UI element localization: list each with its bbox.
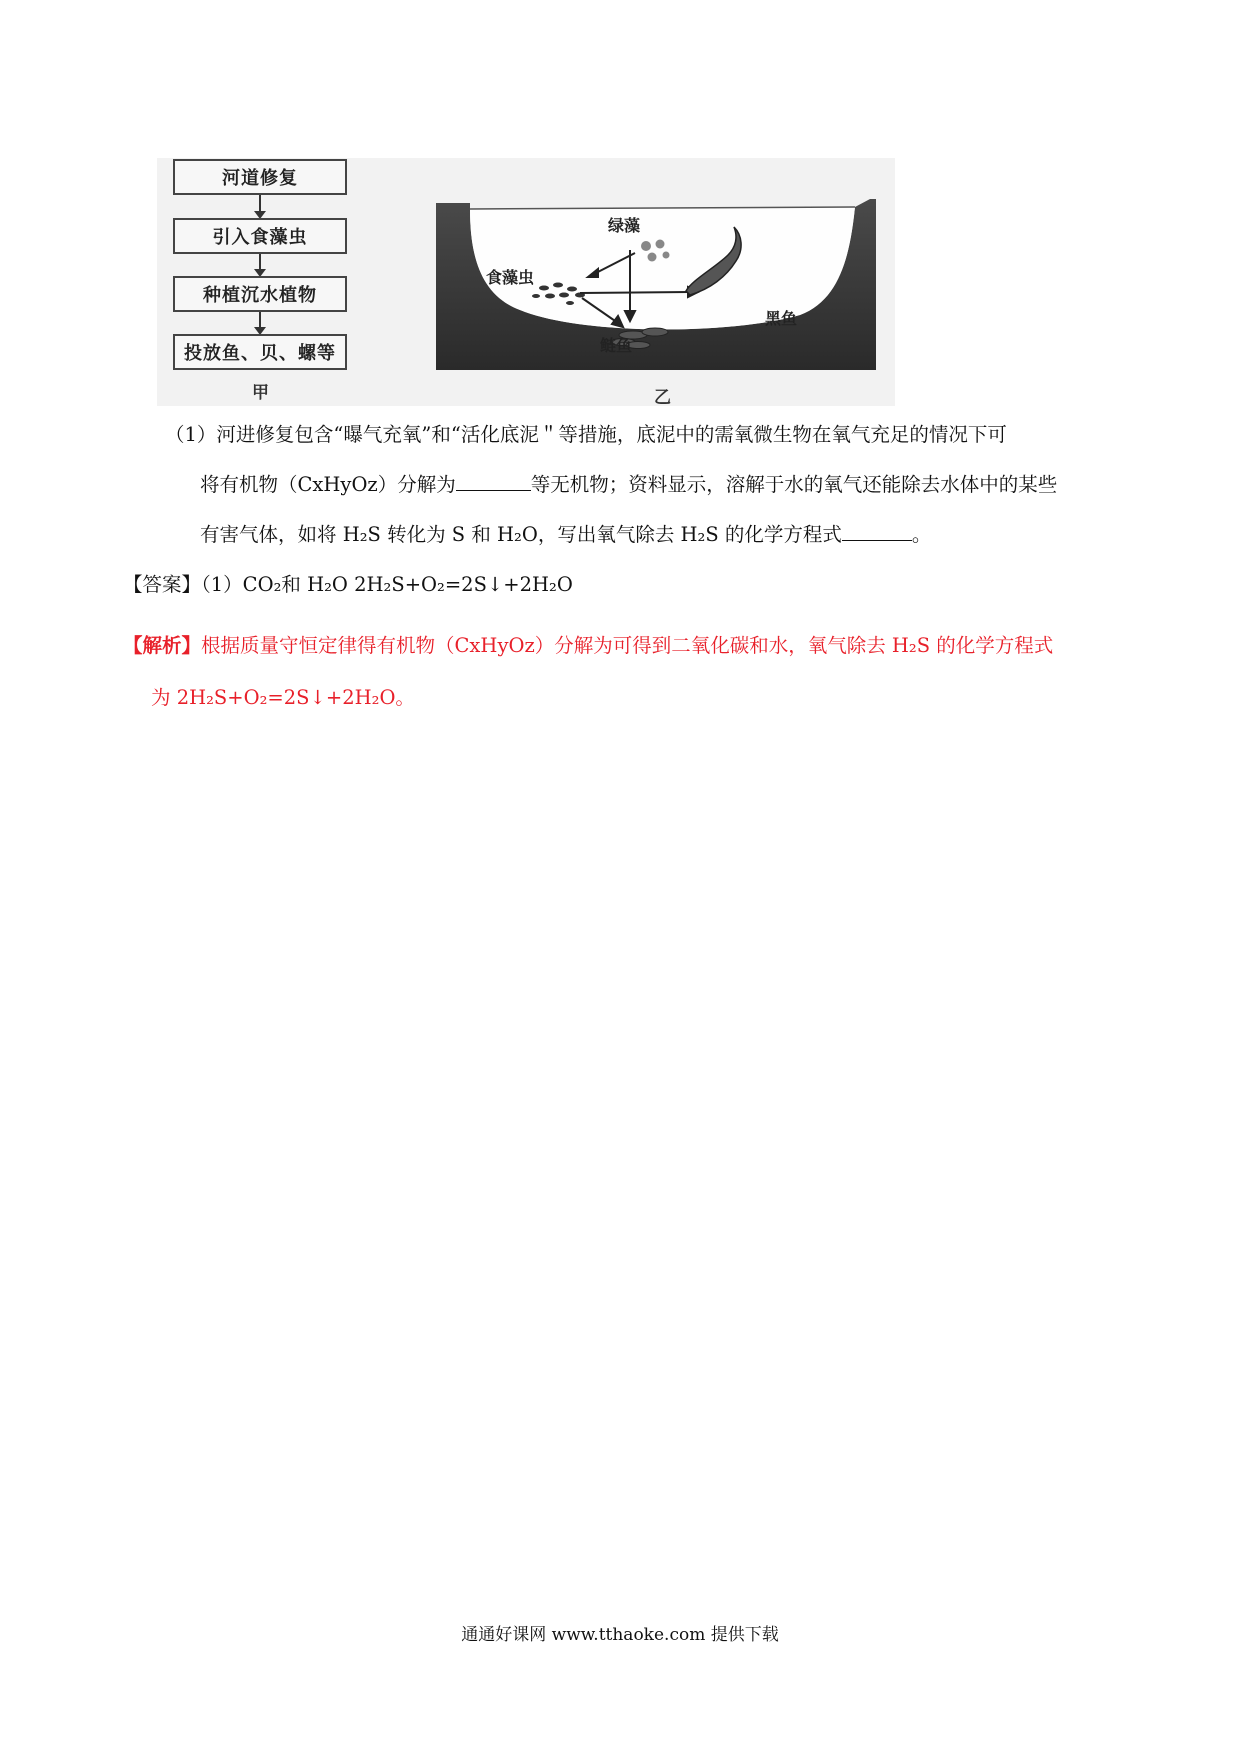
question-line-2	[200, 470, 1057, 500]
answer-text: （1）CO₂和 H₂O 2H₂S+O₂=2S↓+2H₂O	[201, 573, 573, 596]
answer-line	[123, 570, 573, 600]
flow-step-2: 引入食藻虫	[173, 218, 347, 254]
question-line-3-start: 有害气体，如将 H₂S 转化为 S 和 H₂O，写出氧气除去 H₂S 的化学方程式	[200, 523, 842, 546]
label-snakehead: 黑鱼	[765, 309, 798, 328]
question-line-3	[200, 520, 931, 550]
analysis-line-2: 为 2H₂S+O₂=2S↓+2H₂O。	[151, 686, 415, 709]
flow-step-1: 河道修复	[173, 159, 347, 195]
pond-caption: 乙	[654, 388, 671, 408]
flow-step-3: 种植沉水植物	[173, 276, 347, 312]
analysis-label: 【解析】	[123, 634, 202, 657]
flowchart-caption: 甲	[252, 383, 269, 403]
analysis-line-1	[123, 631, 1053, 661]
answer-blank-2[interactable]	[842, 522, 912, 541]
label-silver-carp: 鲢鱼	[600, 336, 633, 355]
flow-step-4: 投放鱼、贝、螺等	[173, 334, 347, 370]
flow-arrow-1	[259, 195, 261, 217]
label-algae-eater: 食藻虫	[486, 268, 535, 287]
question-line-1: （1）河进修复包含“曝气充氧”和“活化底泥＂等措施，底泥中的需氧微生物在氧气充足的情况下可	[165, 423, 1007, 446]
question-line-2-end: 等无机物；资料显示，溶解于水的氧气还能除去水体中的某些	[530, 473, 1058, 496]
flow-arrow-2	[259, 254, 261, 275]
answer-label: 【答案】	[123, 573, 202, 596]
flow-arrow-3	[259, 312, 261, 333]
question-line-2-start: 将有机物（CxHyOz）分解为	[200, 473, 456, 496]
analysis-text-1: 根据质量守恒定律得有机物（CxHyOz）分解为可得到二氧化碳和水，氧气除去 H₂S 的化学方程式	[201, 634, 1054, 657]
label-green-algae: 绿藻	[608, 216, 641, 235]
page-footer: 通通好课网 www.tthaoke.com 提供下载	[461, 1625, 779, 1645]
answer-blank-1[interactable]	[456, 472, 531, 491]
question-line-3-end: 。	[911, 523, 932, 546]
